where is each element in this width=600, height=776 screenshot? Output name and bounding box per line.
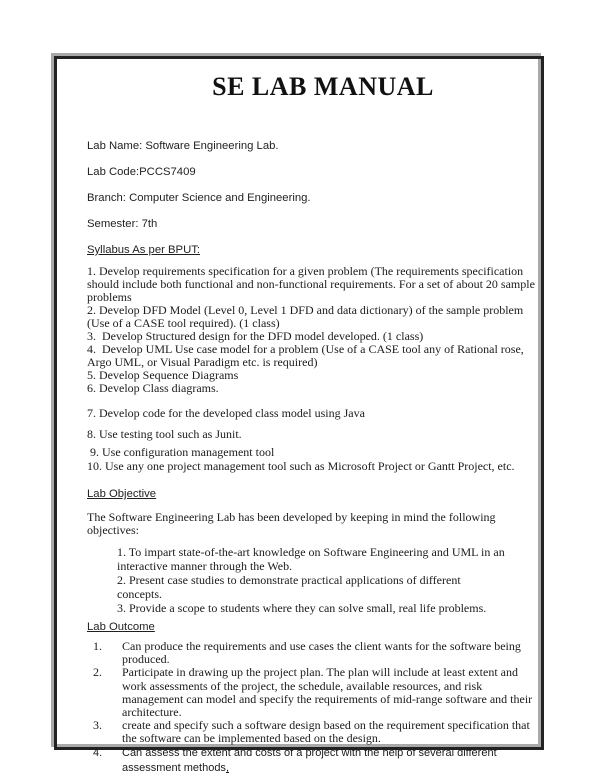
objective-item: 3. Provide a scope to students where they can solve small, real life problems.	[117, 601, 487, 615]
outcome-item-number: 3.	[93, 718, 102, 733]
outcome-item-text	[122, 746, 539, 776]
syllabus-item: 3. Develop Structured design for the DFD model developed. (1 class)	[87, 329, 424, 343]
outcome-item-text-body: Can assess the extent and costs of a project with the help of several different assessment methods	[122, 746, 497, 775]
semester-line: Semester: 7th	[87, 218, 158, 230]
syllabus-list	[87, 265, 539, 473]
objective-item: 2. Present case studies to demonstrate practical applications of different concepts.	[117, 573, 461, 601]
page-border	[54, 56, 544, 775]
outcome-heading: Lab Outcome	[87, 621, 155, 633]
outcome-list	[93, 640, 539, 776]
outcome-item	[93, 719, 539, 745]
syllabus-item: 4. Develop UML Use case model for a problem (Use of a CASE tool any of Rational rose, Argo UML, or Visual Paradigm etc. is required)	[87, 342, 527, 369]
underlined-comma-mark: ,	[225, 762, 229, 775]
syllabus-item: 8. Use testing tool such as Junit.	[87, 427, 242, 441]
outcome-item-text: create and specify such a software design based on the requirement specification that the software can be implemented based on the design.	[122, 718, 530, 746]
outcome-item	[93, 746, 539, 776]
page-title: SE LAB MANUAL	[212, 72, 434, 101]
objective-list	[117, 545, 505, 615]
syllabus-item: 9. Use configuration management tool	[87, 445, 275, 459]
lab-name-line: Lab Name: Software Engineering Lab.	[87, 140, 279, 152]
lab-code-line: Lab Code:PCCS7409	[87, 166, 196, 178]
outcome-item	[93, 666, 539, 719]
syllabus-item: 1. Develop requirements specification for a given problem (The requirements specification should include both functional and non-functional requirements. For a set of about 20 sample problems	[87, 264, 538, 304]
syllabus-item: 2. Develop DFD Model (Level 0, Level 1 DFD and data dictionary) of the sample problem (Use of a CASE tool required). (1 class)	[87, 303, 527, 330]
outcome-item-number: 4.	[93, 746, 103, 759]
objective-heading: Lab Objective	[87, 488, 157, 500]
objective-intro: The Software Engineering Lab has been developed by keeping in mind the following objectives:	[87, 510, 496, 537]
syllabus-item: 5. Develop Sequence Diagrams	[87, 368, 239, 382]
outcome-item-number: 1.	[93, 639, 102, 653]
objective-item: 1. To impart state-of-the-art knowledge on Software Engineering and UML in an interactive manner through the Web.	[117, 545, 505, 573]
outcome-item-number: 2.	[93, 665, 102, 680]
outcome-item-text: Participate in drawing up the project plan. The plan will include at least extent and work assessments of the project, the schedule, available resources, and risk management can model and specify the requirements of mid-range software and their architecture.	[122, 665, 533, 720]
syllabus-item: 10. Use any one project management tool such as Microsoft Project or Gantt Project, etc.	[87, 459, 515, 473]
outcome-item	[93, 640, 539, 666]
outcome-item-text: Can produce the requirements and use cases the client wants for the software being produced.	[122, 639, 521, 667]
branch-line: Branch: Computer Science and Engineering.	[87, 192, 311, 204]
syllabus-item: 7. Develop code for the developed class model using Java	[87, 406, 365, 420]
syllabus-item: 6. Develop Class diagrams.	[87, 381, 219, 395]
syllabus-heading: Syllabus As per BPUT:	[87, 244, 201, 256]
